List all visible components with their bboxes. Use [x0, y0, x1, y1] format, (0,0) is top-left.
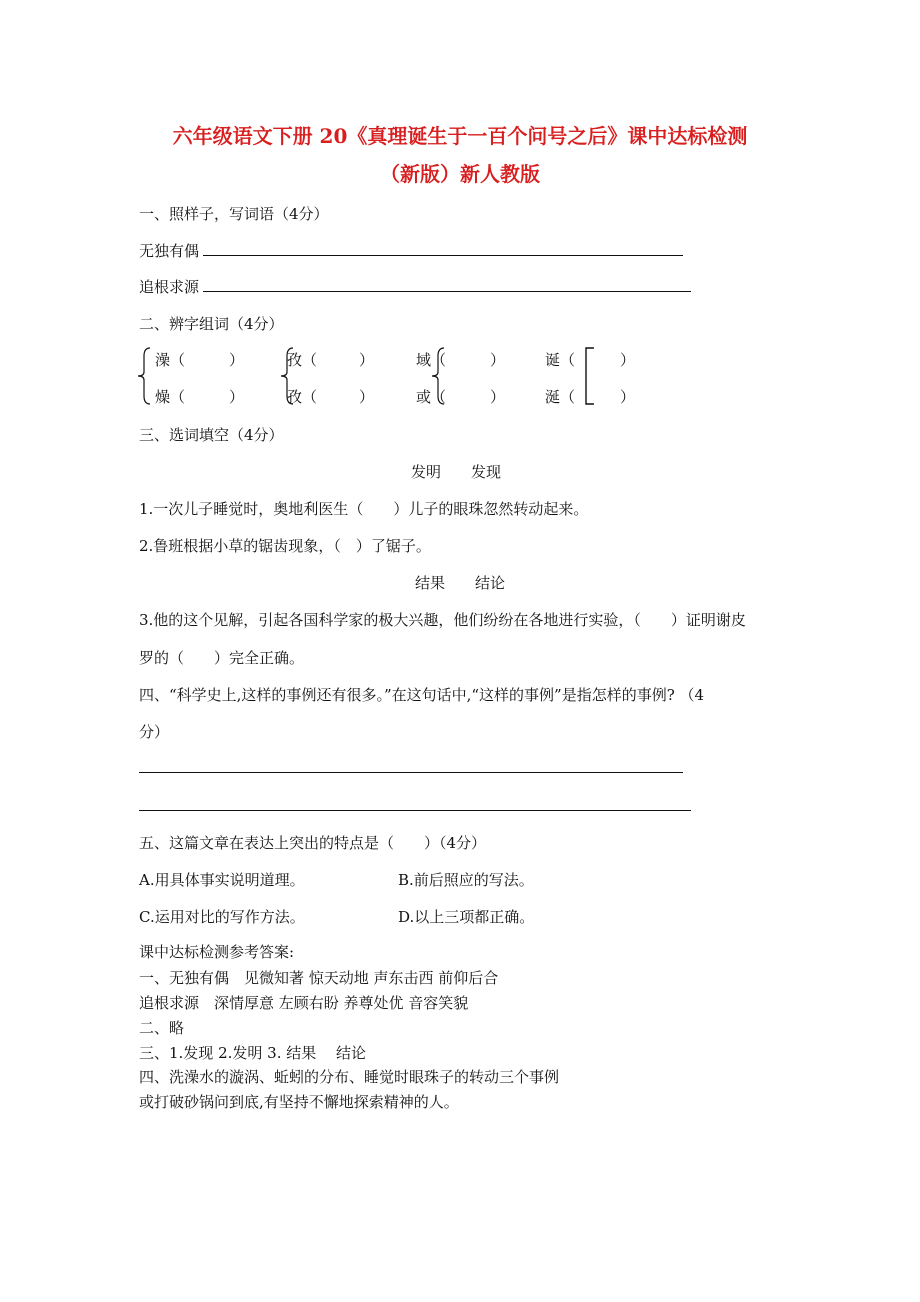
q5-heading: 五、这篇文章在表达上突出的特点是（ ）（4分）: [139, 834, 487, 852]
answer-3: 三、1.发现 2.发明 3. 结果 结论: [139, 1044, 367, 1062]
answer-2: 二、略: [139, 1019, 185, 1037]
q2-g3-bottom-close: ）: [490, 388, 506, 406]
q1-item1-label: 无独有偶: [139, 242, 200, 260]
q4-question-line2: 分）: [139, 723, 170, 741]
q3-sentence-2: 2.鲁班根据小草的锯齿现象，（ ）了锯子。: [139, 537, 431, 555]
q2-g2-top-close: ）: [359, 351, 375, 369]
q5-option-a: A.用具体事实说明道理。: [139, 871, 305, 889]
q3-heading: 三、选词填空（4分）: [139, 426, 284, 444]
q2-g3-top: 域（: [416, 351, 447, 369]
q5-option-c: C.运用对比的写作方法。: [139, 908, 305, 926]
q2-g1-bottom-close: ）: [229, 388, 245, 406]
document-title-line1: 六年级语文下册 20《真理诞生于一百个问号之后》课中达标检测: [172, 124, 748, 148]
q4-answer-line-1: [139, 772, 683, 773]
q2-g3-top-close: ）: [490, 351, 506, 369]
q5-option-d: D.以上三项都正确。: [398, 908, 535, 926]
q2-g4-bottom-close: ）: [620, 388, 636, 406]
q1-item1-answer-line: [203, 255, 683, 256]
q5-option-b: B.前后照应的写法。: [398, 871, 534, 889]
answer-4b: 或打破砂锅问到底,有坚持不懈地探索精神的人。: [139, 1093, 459, 1111]
answer-4a: 四、洗澡水的漩涡、蚯蚓的分布、睡觉时眼珠子的转动三个事例: [139, 1068, 560, 1086]
q2-g2-bottom-close: ）: [359, 388, 375, 406]
q2-g4-top: 诞（: [545, 351, 576, 369]
q1-item2-answer-line: [203, 291, 691, 292]
q2-g4-bottom: 涎（: [545, 388, 576, 406]
q1-heading: 一、照样子，写词语（4分）: [139, 205, 329, 223]
q3-sentence-3b: 罗的（ ）完全正确。: [139, 649, 305, 667]
q3-sentence-3a: 3.他的这个见解，引起各国科学家的极大兴趣，他们纷纷在各地进行实验，（ ）证明谢皮: [139, 611, 746, 629]
q2-g4-top-close: ）: [620, 351, 636, 369]
q3-word-pair-2: 结果 结论: [415, 574, 506, 592]
q2-heading: 二、辨字组词（4分）: [139, 315, 284, 333]
right-bracket-icon: [582, 346, 596, 406]
q2-g3-bottom: 或（: [416, 388, 447, 406]
document-title-line2: （新版）新人教版: [380, 162, 540, 186]
q3-word-pair-1: 发明 发现: [411, 463, 502, 481]
q2-g1-top-close: ）: [229, 351, 245, 369]
q2-g1-bottom: 燥（: [155, 388, 186, 406]
left-brace-icon: [134, 346, 154, 406]
q1-item2-label: 追根求源: [139, 278, 200, 296]
q4-question-line1: 四、“科学史上,这样的事例还有很多。”在这句话中,“这样的事例”是指怎样的事例? （4: [139, 686, 705, 704]
answers-heading: 课中达标检测参考答案:: [139, 943, 295, 961]
q3-sentence-1: 1.一次儿子睡觉时，奥地利医生（ ）儿子的眼珠忽然转动起来。: [139, 500, 589, 518]
answer-1a: 一、无独有偶 见微知著 惊天动地 声东击西 前仰后合: [139, 969, 499, 987]
q4-answer-line-2: [139, 810, 691, 811]
q2-g2-bottom: 孜（: [287, 388, 318, 406]
q2-g1-top: 澡（: [155, 351, 186, 369]
answer-1b: 追根求源 深情厚意 左顾右盼 养尊处优 音容笑貌: [139, 994, 469, 1012]
q2-g2-top: 孜（: [287, 351, 318, 369]
